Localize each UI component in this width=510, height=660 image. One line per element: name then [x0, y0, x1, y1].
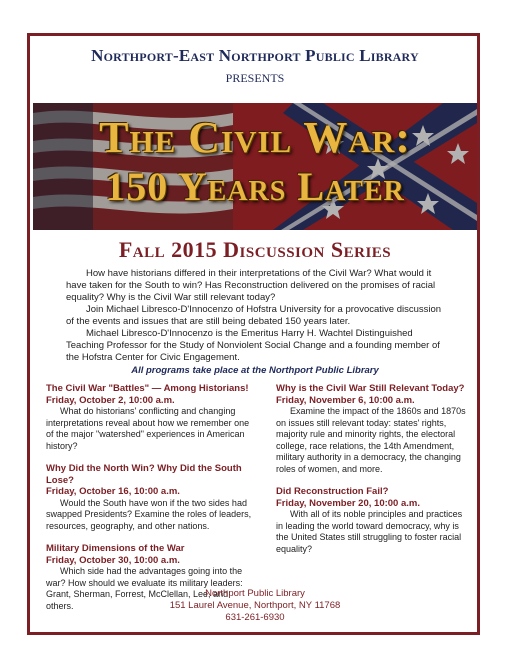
program-item [46, 463, 254, 532]
intro-paragraph: How have historians differed in their interpretations of the Civil War? What would it have taken for the South to win? Has Reconstruction delivered on the promises of racial equality? Why is the Civil War still relevant today? [66, 268, 436, 303]
program-date: Friday, November 6, 10:00 a.m. [276, 394, 415, 406]
series-title: Fall 2015 Discussion Series [118, 237, 392, 262]
program-title: The Civil War "Battles" — Among Historians! [46, 383, 249, 394]
program-item [276, 383, 466, 475]
presents-text: presents [225, 67, 285, 86]
title-line-2: 150 Years Later [105, 164, 405, 209]
program-item [276, 486, 466, 555]
program-description: Would the South have won if the two sides had swapped Presidents? Examine the roles of leaders, resources, geography, and other nations. [46, 497, 252, 531]
footer-library-name: Northport Public Library [205, 588, 305, 599]
header [33, 46, 477, 88]
footer-phone: 631-261-6930 [225, 612, 285, 623]
program-item [46, 383, 254, 452]
program-date: Friday, October 2, 10:00 a.m. [46, 394, 175, 406]
banner-title [33, 113, 477, 211]
intro-paragraph: Michael Libresco-D'Innocenzo is the Emeritus Harry H. Wachtel Distinguished Teaching Professor for the Study of Nonviolent Social Change and a founding member of the Hofstra Center for Civic Engagement. [66, 328, 440, 363]
program-title: Military Dimensions of the War [46, 543, 185, 554]
program-description: Which side had the advantages going into the war? How should we evaluate its military leaders: Grant, Sherman, Forrest, McClellan, Lee, and others. [46, 566, 243, 611]
program-date: Friday, October 16, 10:00 a.m. [46, 486, 180, 497]
intro-paragraph: Join Michael Libresco-D'Innocenzo of Hofstra University for a provocative discussion of the events and issues that are still being debated 150 years later. [66, 304, 442, 327]
program-description: What do historians' conflicting and changing interpretations reveal about how we remember one of the major "watershed" experiences in American history? [46, 406, 250, 451]
program-title: Why Did the North Win? Why Did the South Lose? [46, 463, 242, 486]
location-note: All programs take place at the Northport Public Library [131, 365, 379, 376]
intro [66, 268, 450, 364]
library-name: Northport-East Northport Public Library [91, 46, 419, 65]
program-date: Friday, October 30, 10:00 a.m. [46, 554, 180, 566]
program-description: With all of its noble principles and practices in leading the world toward democracy, why is the United States still struggling to foster racial equality? [276, 509, 463, 554]
program-title: Why is the Civil War Still Relevant Today? [276, 383, 465, 394]
footer-address: 151 Laurel Avenue, Northport, NY 11768 [169, 600, 341, 611]
title-banner [33, 103, 477, 230]
title-line-1: The Civil War: [99, 113, 411, 162]
programs-right-column [276, 383, 466, 566]
program-date: Friday, November 20, 10:00 a.m. [276, 497, 420, 509]
programs-left-column [46, 383, 254, 623]
program-title: Did Reconstruction Fail? [276, 486, 389, 497]
footer [33, 588, 477, 624]
program-description: Examine the impact of the 1860s and 1870s on issues still relevant today: states' rights, majority rule and minority rights, the electoral college, race relations, the 14th Amendment, military authority in a democracy, the changing roles of women, and more. [276, 406, 466, 474]
